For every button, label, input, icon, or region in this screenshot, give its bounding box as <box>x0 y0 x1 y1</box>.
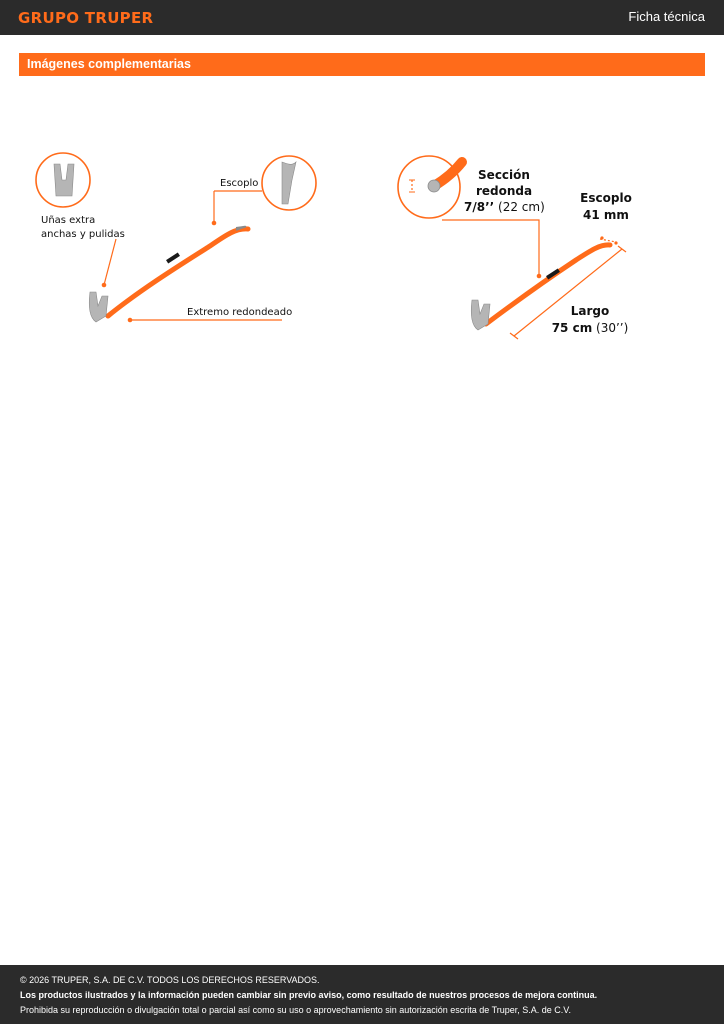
footer-copyright: © 2026 TRUPER, S.A. DE C.V. TODOS LOS DERECHOS RESERVADOS. <box>20 975 320 985</box>
header-bar <box>0 0 724 35</box>
section-dimension <box>464 199 544 215</box>
claw-label-line-2: anchas y pulidas <box>41 229 125 240</box>
section-header <box>19 53 705 76</box>
footer-notice: Los productos ilustrados y la información pueden cambiar sin previo aviso, como resultado de nuestros procesos de mejora continua. <box>20 990 598 1000</box>
length-imperial: (30’’) <box>596 321 629 335</box>
crowbar-dimensions-figure <box>390 140 700 350</box>
crowbar-label-band <box>166 253 180 264</box>
claw-label-line-1: Uñas extra <box>41 215 96 226</box>
section-label-line-2: redonda <box>475 184 533 198</box>
brand-logo[interactable]: GRUPO TRUPER <box>18 9 154 27</box>
length-dimension <box>550 320 630 336</box>
footer-legal: Prohibida su reproducción o divulgación total o parcial así como su uso o aprovechamiento sin autorización escrita de Truper, S.A. de C.V. <box>20 1005 571 1015</box>
crowbar-features-figure <box>30 140 330 350</box>
footer <box>0 965 724 1024</box>
chisel-value: 41 mm <box>583 208 629 222</box>
crowbar-dimensions-illustration <box>390 140 700 350</box>
section-label-line-1: Sección <box>478 168 530 182</box>
document-type: Ficha técnica <box>628 9 705 24</box>
length-label: Largo <box>570 304 610 318</box>
section-title: Imágenes complementarias <box>27 57 191 71</box>
length-value: 75 cm <box>551 321 593 335</box>
chisel-label: Escoplo <box>580 191 632 205</box>
crowbar-shaft <box>108 229 248 316</box>
crowbar-claw <box>89 292 108 322</box>
section-value: 7/8’’ <box>464 200 495 214</box>
section-metric: (22 cm) <box>498 200 545 214</box>
chisel-label: Escoplo <box>220 178 259 189</box>
rounded-end-label: Extremo redondeado <box>187 307 293 318</box>
